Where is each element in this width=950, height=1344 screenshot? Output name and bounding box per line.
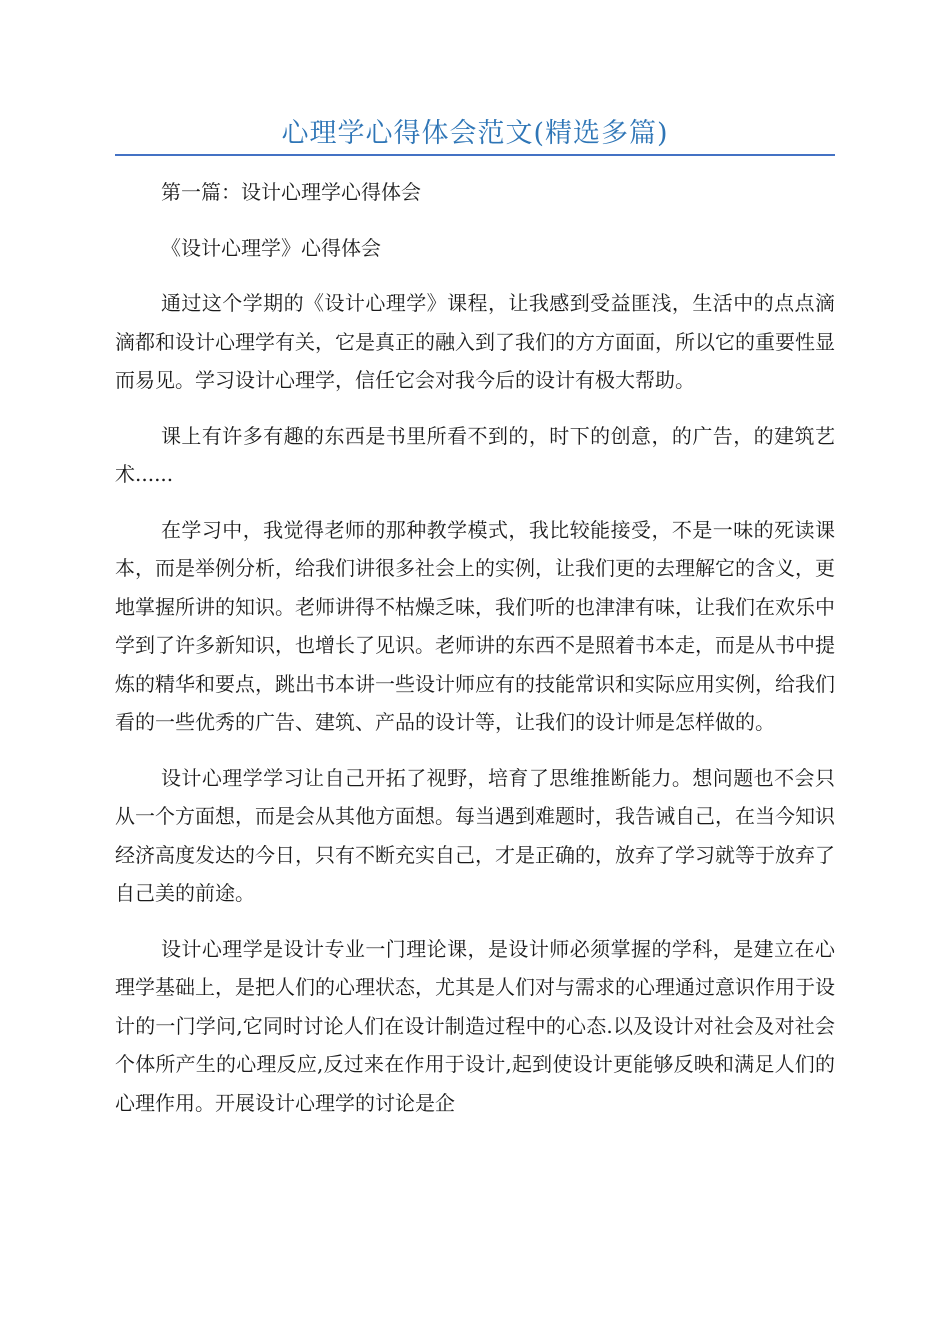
title-underline <box>115 154 835 156</box>
body-paragraph: 设计心理学是设计专业一门理论课，是设计师必须掌握的学科，是建立在心理学基础上，是把人们的心理状态，尤其是人们对与需求的心理通过意识作用于设计的一门学问,它同时讨论人们在设计制造过程中的心态.以及设计对社会及对社会个体所产生的心理反应,反过来在作用于设计,起到使设计更能够反映和满足人们的心理作用。开展设计心理学的讨论是企 <box>115 936 835 1115</box>
body-paragraph: 课上有许多有趣的东西是书里所看不到的，时下的创意，的广告，的建筑艺术...... <box>115 423 835 486</box>
subsection-heading: 《设计心理学》心得体会 <box>161 235 381 260</box>
section-heading: 第一篇：设计心理学心得体会 <box>161 180 421 204</box>
body-paragraph: 通过这个学期的《设计心理学》课程，让我感到受益匪浅，生活中的点点滴滴都和设计心理学有关，它是真正的融入到了我们的方方面面，所以它的重要性显而易见。学习设计心理学，信任它会对我今后的设计有极大帮助。 <box>115 291 835 392</box>
body-paragraph: 设计心理学学习让自己开拓了视野，培育了思维推断能力。想问题也不会只从一个方面想，而是会从其他方面想。每当遇到难题时，我告诫自己，在当今知识经济高度发达的今日，只有不断充实自己，才是正确的，放弃了学习就等于放弃了自己美的前途。 <box>115 765 835 905</box>
document-title: 心理学心得体会范文(精选多篇) <box>281 118 669 149</box>
body-paragraph: 在学习中，我觉得老师的那种教学模式，我比较能接受，不是一味的死读课本，而是举例分析，给我们讲很多社会上的实例，让我们更的去理解它的含义，更地掌握所讲的知识。老师讲得不枯燥乏味，我们听的也津津有味，让我们在欢乐中学到了许多新知识，也增长了见识。老师讲的东西不是照着书本走，而是从书中提炼的精华和要点，跳出书本讲一些设计师应有的技能常识和实际应用实例，给我们看的一些优秀的广告、建筑、产品的设计等，让我们的设计师是怎样做的。 <box>115 517 835 734</box>
document-body <box>115 173 835 1139</box>
